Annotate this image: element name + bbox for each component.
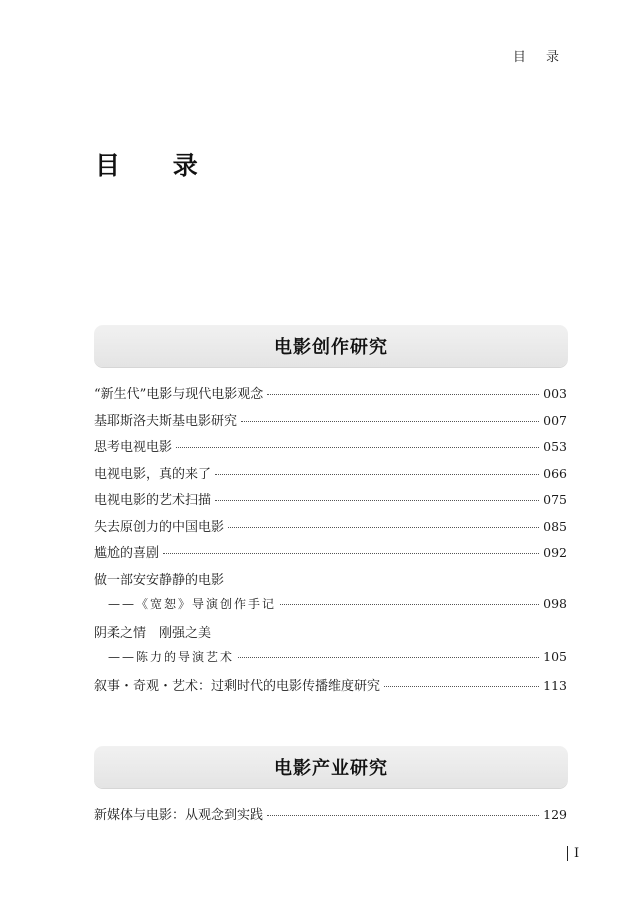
section-heading-label: 电影创作研究 <box>274 337 388 358</box>
leader-dots <box>163 553 539 554</box>
toc-entry[interactable] <box>94 675 567 702</box>
page-number: I <box>567 846 579 861</box>
toc-entry-page: 066 <box>543 465 567 481</box>
toc-entry-page: 053 <box>543 439 567 454</box>
toc-list-industry <box>94 804 567 831</box>
toc-entry-title: 思考电视电影 <box>94 440 173 455</box>
toc-entry-title: 尴尬的喜剧 <box>94 546 160 561</box>
toc-entry-title: “新生代”电影与现代电影观念 <box>94 387 264 402</box>
page-title: 目 录 <box>95 151 220 180</box>
leader-dots <box>176 447 539 448</box>
leader-dots <box>238 657 539 658</box>
toc-entry[interactable] <box>94 516 567 543</box>
toc-entry-title: 电视电影的艺术扫描 <box>94 493 212 508</box>
toc-entry[interactable] <box>94 804 567 831</box>
running-head: 目 录 <box>512 50 567 65</box>
toc-entry[interactable] <box>94 489 567 516</box>
toc-entry[interactable] <box>94 542 567 569</box>
leader-dots <box>267 394 539 395</box>
toc-entry-title: 阴柔之情 刚强之美 <box>94 625 212 641</box>
toc-entry-page: 075 <box>543 492 567 507</box>
toc-entry-page: 085 <box>543 518 567 534</box>
toc-entry-subtitle[interactable] <box>94 648 567 675</box>
leader-dots <box>228 527 539 528</box>
section-heading-creation <box>94 325 568 367</box>
toc-entry-page: 105 <box>543 649 567 664</box>
toc-entry-title: 电视电影，真的来了 <box>94 466 212 482</box>
toc-list-creation <box>94 383 567 701</box>
toc-entry[interactable] <box>94 410 567 437</box>
toc-entry-title: 基耶斯洛夫斯基电影研究 <box>94 413 238 429</box>
toc-entry-title: 做一部安安静静的电影 <box>94 572 225 588</box>
toc-entry-title: 叙事・奇观・艺术：过剩时代的电影传播维度研究 <box>94 678 381 694</box>
toc-entry-title: 新媒体与电影：从观念到实践 <box>94 808 264 823</box>
section-heading-label: 电影产业研究 <box>274 758 388 779</box>
toc-entry-page: 098 <box>543 596 567 611</box>
leader-dots <box>215 474 539 475</box>
toc-entry-title-line[interactable] <box>94 622 567 649</box>
leader-dots <box>384 686 539 687</box>
toc-entry-page: 003 <box>543 386 567 401</box>
toc-entry-page: 007 <box>543 412 567 428</box>
leader-dots <box>215 500 539 501</box>
toc-entry-title-line[interactable] <box>94 569 567 596</box>
section-heading-industry <box>94 746 568 788</box>
toc-entry-page: 113 <box>543 677 567 693</box>
leader-dots <box>241 421 539 422</box>
toc-entry[interactable] <box>94 383 567 410</box>
toc-entry-subtitle-text: ——《宽恕》导演创作手记 <box>108 597 277 611</box>
toc-entry[interactable] <box>94 436 567 463</box>
leader-dots <box>280 604 539 605</box>
toc-entry-subtitle-text: ——陈力的导演艺术 <box>108 650 235 664</box>
toc-entry-page: 129 <box>543 807 567 822</box>
toc-entry-title: 失去原创力的中国电影 <box>94 519 225 535</box>
toc-entry-subtitle[interactable] <box>94 595 567 622</box>
toc-entry-page: 092 <box>543 545 567 560</box>
leader-dots <box>267 815 539 816</box>
toc-entry[interactable] <box>94 463 567 490</box>
